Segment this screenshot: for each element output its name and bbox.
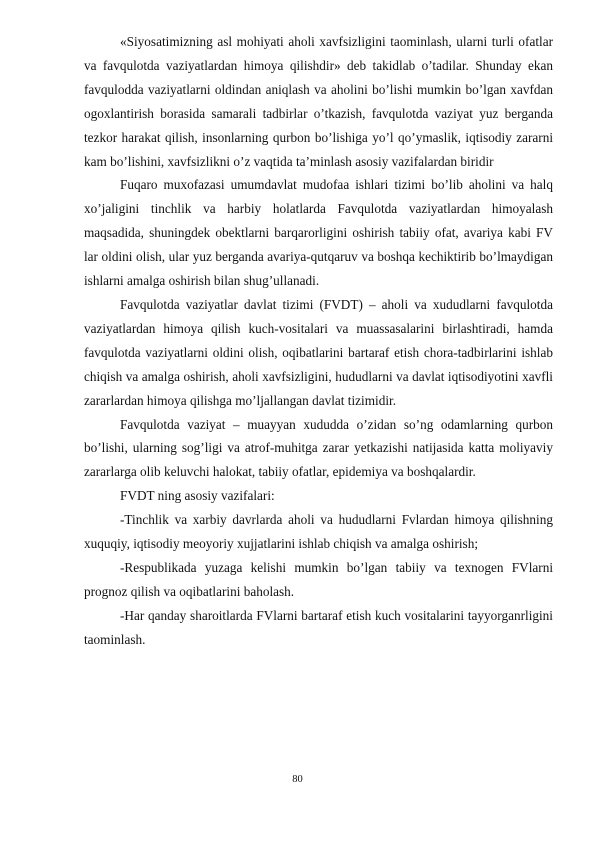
page-body (84, 30, 553, 652)
paragraph-policy-essence: «Siyosatimizning asl mohiyati aholi xavfsizligini taominlash, ularni turli ofatlar va favqulotda vaziyatlardan himoya qilishdir» deb takidlab o’tadilar. Shunday ekan favqulodda vaziyatlarni oldindan aniqlash va aholini bo’lishi mumkin bo’lgan xavfdan ogoxlantirish borasida samarali tadbirlar o’tkazish, favqulotda vaziyat yuz berganda tezkor harakat qilish, insonlarning qurbon bo’lishiga yo’l qo’ymaslik, iqtisodiy zararni kam bo’lishini, xavfsizlikni o’z vaqtida ta’minlash asosiy vazifalardan biridir (84, 34, 553, 169)
paragraph-emergency-definition: Favqulotda vaziyat – muayyan xududda o’zidan so’ng odamlarning qurbon bo’lishi, ularning sog’ligi va atrof-muhitga zarar yetkazishi natijasida katta moliyaviy zararlarga olib keluvchi halokat, tabiiy ofatlar, epidemiya va boshqalardir. (84, 416, 553, 480)
paragraph-task-readiness: -Har qanday sharoitlarda FVlarni bartaraf etish kuch vositalarini tayyorganrligini taominlash. (84, 607, 553, 647)
paragraph-fvdt-tasks-heading: FVDT ning asosiy vazifalari: (120, 488, 275, 504)
paragraph-task-legal: -Tinchlik va xarbiy davrlarda aholi va hududlarni Fvlardan himoya qilishning xuquqiy, iqtisodiy meoyoriy xujjatlarini ishlab chiqish va amalga oshirish; (84, 512, 553, 552)
paragraph-civil-defense: Fuqaro muxofazasi umumdavlat mudofaa ishlari tizimi bo’lib aholini va halq xo’jaligini tinchlik va harbiy holatlarda Favqulotda vaziyatlardan himoyalash maqsadida, shuningdek obektlarni barqarorligini oshirish tabiiy ofat, avariya kabi FV lar oldini olish, ular yuz berganda avariya-qutqaruv va boshqa kechiktirib bo’lmaydigan ishlarni amalga oshirish bilan shug’ullanadi. (84, 177, 553, 289)
paragraph-fvdt-definition: Favqulotda vaziyatlar davlat tizimi (FVDT) – aholi va xududlarni favqulotda vaziyatlardan himoya qilish kuch-vositalari va muassasalarini birlashtiradi, hamda favqulotda vaziyatlarni oldini olish, oqibatlarini bartaraf etish chora-tadbirlarini ishlab chiqish va amalga oshirish, aholi xavfsizligini, hududlarni va davlat iqtisodiyotini xavfli zararlardan himoya qilishga mo’ljallangan davlat tizimidir. (84, 296, 553, 408)
paragraph-task-forecast: -Respublikada yuzaga kelishi mumkin bo’lgan tabiiy va texnogen FVlarni prognoz qilish va oqibatlarini baholash. (84, 559, 553, 599)
page-number: 80 (292, 774, 303, 785)
